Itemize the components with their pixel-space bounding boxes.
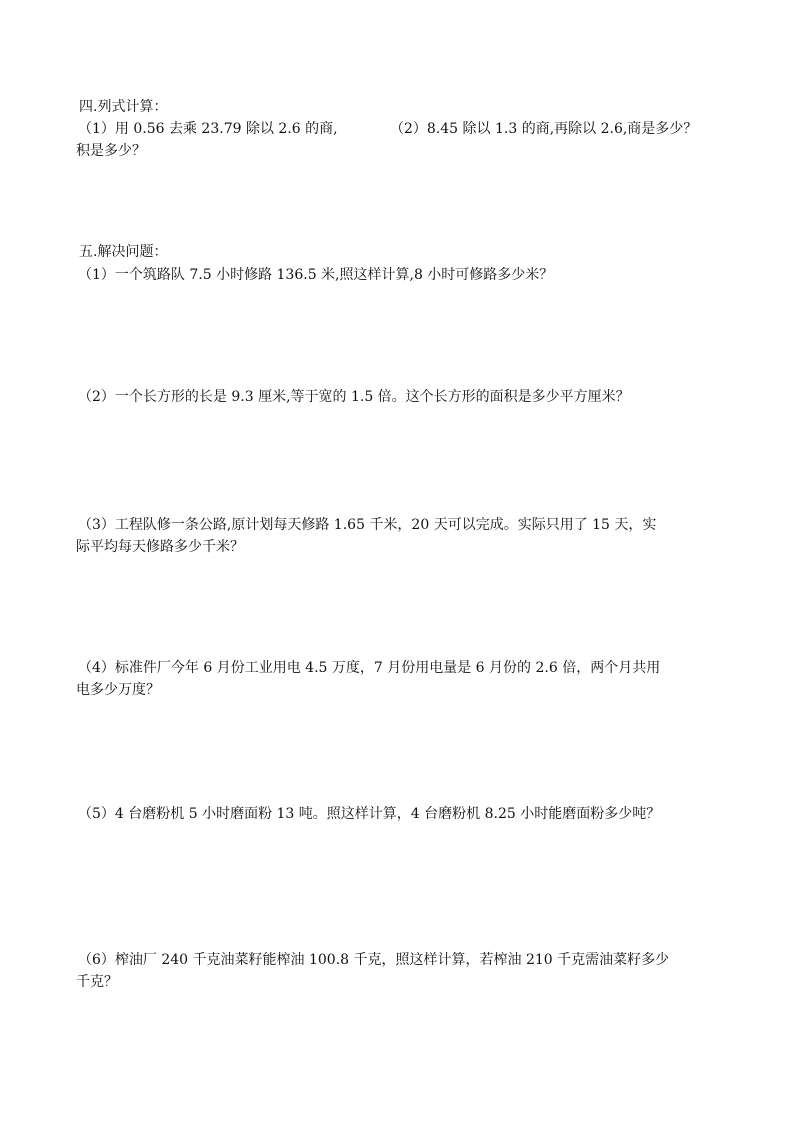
- section-4-heading: 四.列式计算：: [79, 99, 168, 115]
- section-5-question-4-line-2: 电多少万度？: [76, 682, 160, 698]
- section-5-heading: 五.解决问题：: [79, 244, 168, 260]
- section-5-question-2: （2）一个长方形的长是 9.3 厘米,等于宽的 1.5 倍。这个长方形的面积是多少平方厘米？: [78, 389, 630, 405]
- section-4-question-1-line-2: 积是多少？: [76, 143, 146, 159]
- section-4-question-1-line-1: （1）用 0.56 去乘 23.79 除以 2.6 的商,: [78, 121, 338, 137]
- section-5-question-5: （5）4 台磨粉机 5 小时磨面粉 13 吨。照这样计算，4 台磨粉机 8.25 小时能磨面粉多少吨？: [78, 806, 661, 822]
- section-5-question-6-line-1: （6）榨油厂 240 千克油菜籽能榨油 100.8 千克，照这样计算，若榨油 210 千克需油菜籽多少: [78, 952, 670, 968]
- section-4-question-2: （2）8.45 除以 1.3 的商,再除以 2.6,商是多少？: [390, 121, 698, 137]
- section-5-question-6-line-2: 千克？: [76, 974, 118, 990]
- section-5-question-3-line-2: 际平均每天修路多少千米？: [76, 539, 244, 555]
- section-5-question-1: （1）一个筑路队 7.5 小时修路 136.5 米,照这样计算,8 小时可修路多少米？: [78, 267, 554, 283]
- section-5-question-3-line-1: （3）工程队修一条公路,原计划每天修路 1.65 千米，20 天可以完成。实际只用了 15 天，实: [78, 517, 657, 533]
- section-5-question-4-line-1: （4）标准件厂今年 6 月份工业用电 4.5 万度，7 月份用电量是 6 月份的 2.6 倍，两个月共用: [78, 660, 661, 676]
